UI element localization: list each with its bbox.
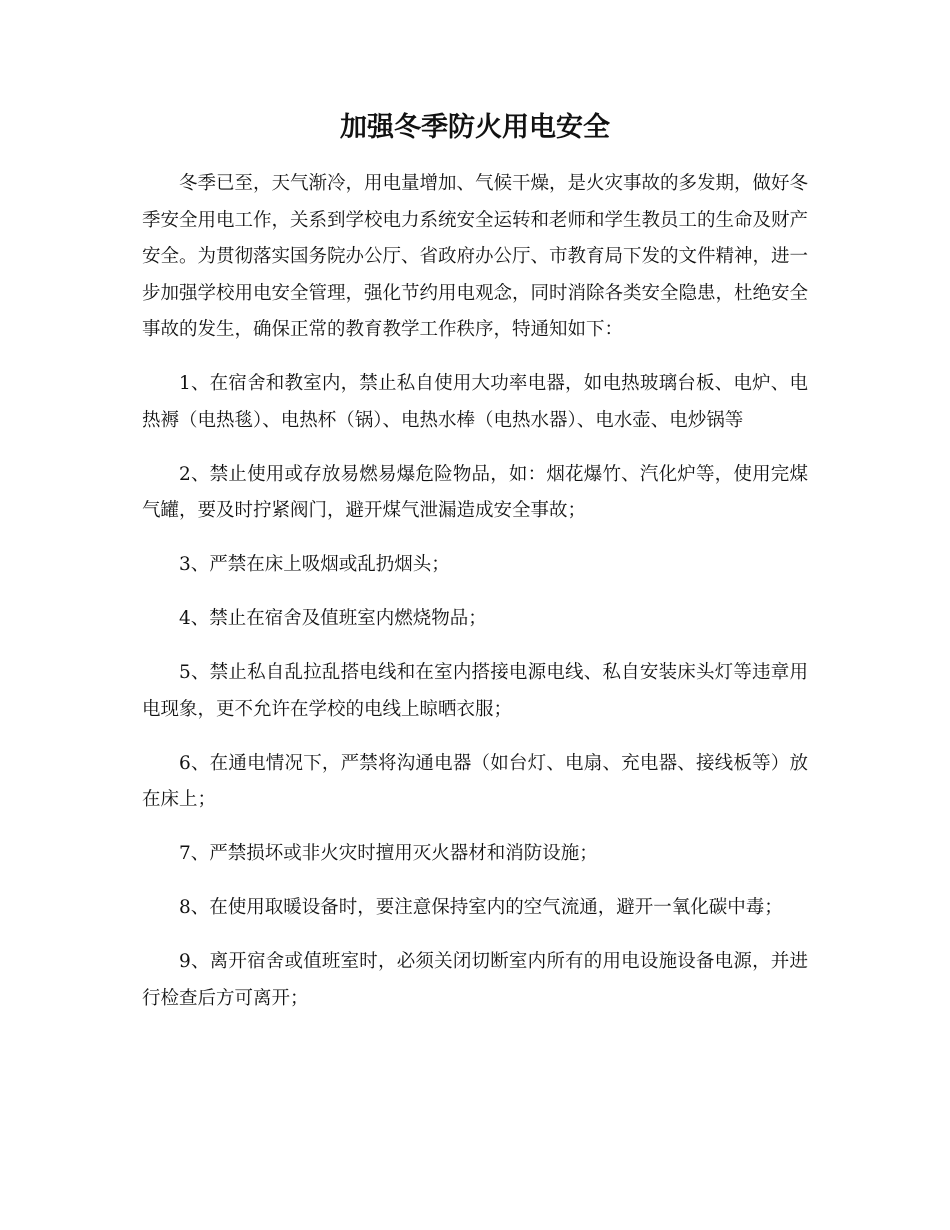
rule-item-7: 7、严禁损坏或非火灾时擅用灭火器材和消防设施； [179,843,598,864]
rule-item-3: 3、严禁在床上吸烟或乱扔烟头； [179,554,450,575]
rule-item-1: 1、在宿舍和教室内，禁止私自使用大功率电器，如电热玻璃台板、电炉、电热褥（电热毯）、电热杯（锅）、电热水棒（电热水器）、电水壶、电炒锅等 [142,373,808,431]
rule-item-8: 8、在使用取暖设备时，要注意保持室内的空气流通，避开一氧化碳中毒； [179,897,783,918]
document-title: 加强冬季防火用电安全 [340,112,610,143]
rule-item-2: 2、禁止使用或存放易燃易爆危险物品，如：烟花爆竹、汽化炉等，使用完煤气罐，要及时拧紧阀门，避开煤气泄漏造成安全事故； [142,463,808,521]
rule-item-6: 6、在通电情况下，严禁将沟通电器（如台灯、电扇、充电器、接线板等）放在床上； [142,752,808,810]
document-body [142,166,808,1017]
rule-item-9: 9、离开宿舍或值班室时，必须关闭切断室内所有的用电设施设备电源，并进行检查后方可离开； [142,951,808,1009]
intro-paragraph: 冬季已至，天气渐冷，用电量增加、气候干燥，是火灾事故的多发期，做好冬季安全用电工作，关系到学校电力系统安全运转和老师和学生教员工的生命及财产安全。为贯彻落实国务院办公厅、省政府办公厅、市教育局下发的文件精神，进一步加强学校用电安全管理，强化节约用电观念，同时消除各类安全隐患，杜绝安全事故的发生，确保正常的教育教学工作秩序，特通知如下： [142,173,809,340]
rule-item-4: 4、禁止在宿舍及值班室内燃烧物品； [179,608,487,629]
rule-item-5: 5、禁止私自乱拉乱搭电线和在室内搭接电源电线、私自安装床头灯等违章用电现象，更不允许在学校的电线上晾晒衣服； [142,662,808,720]
